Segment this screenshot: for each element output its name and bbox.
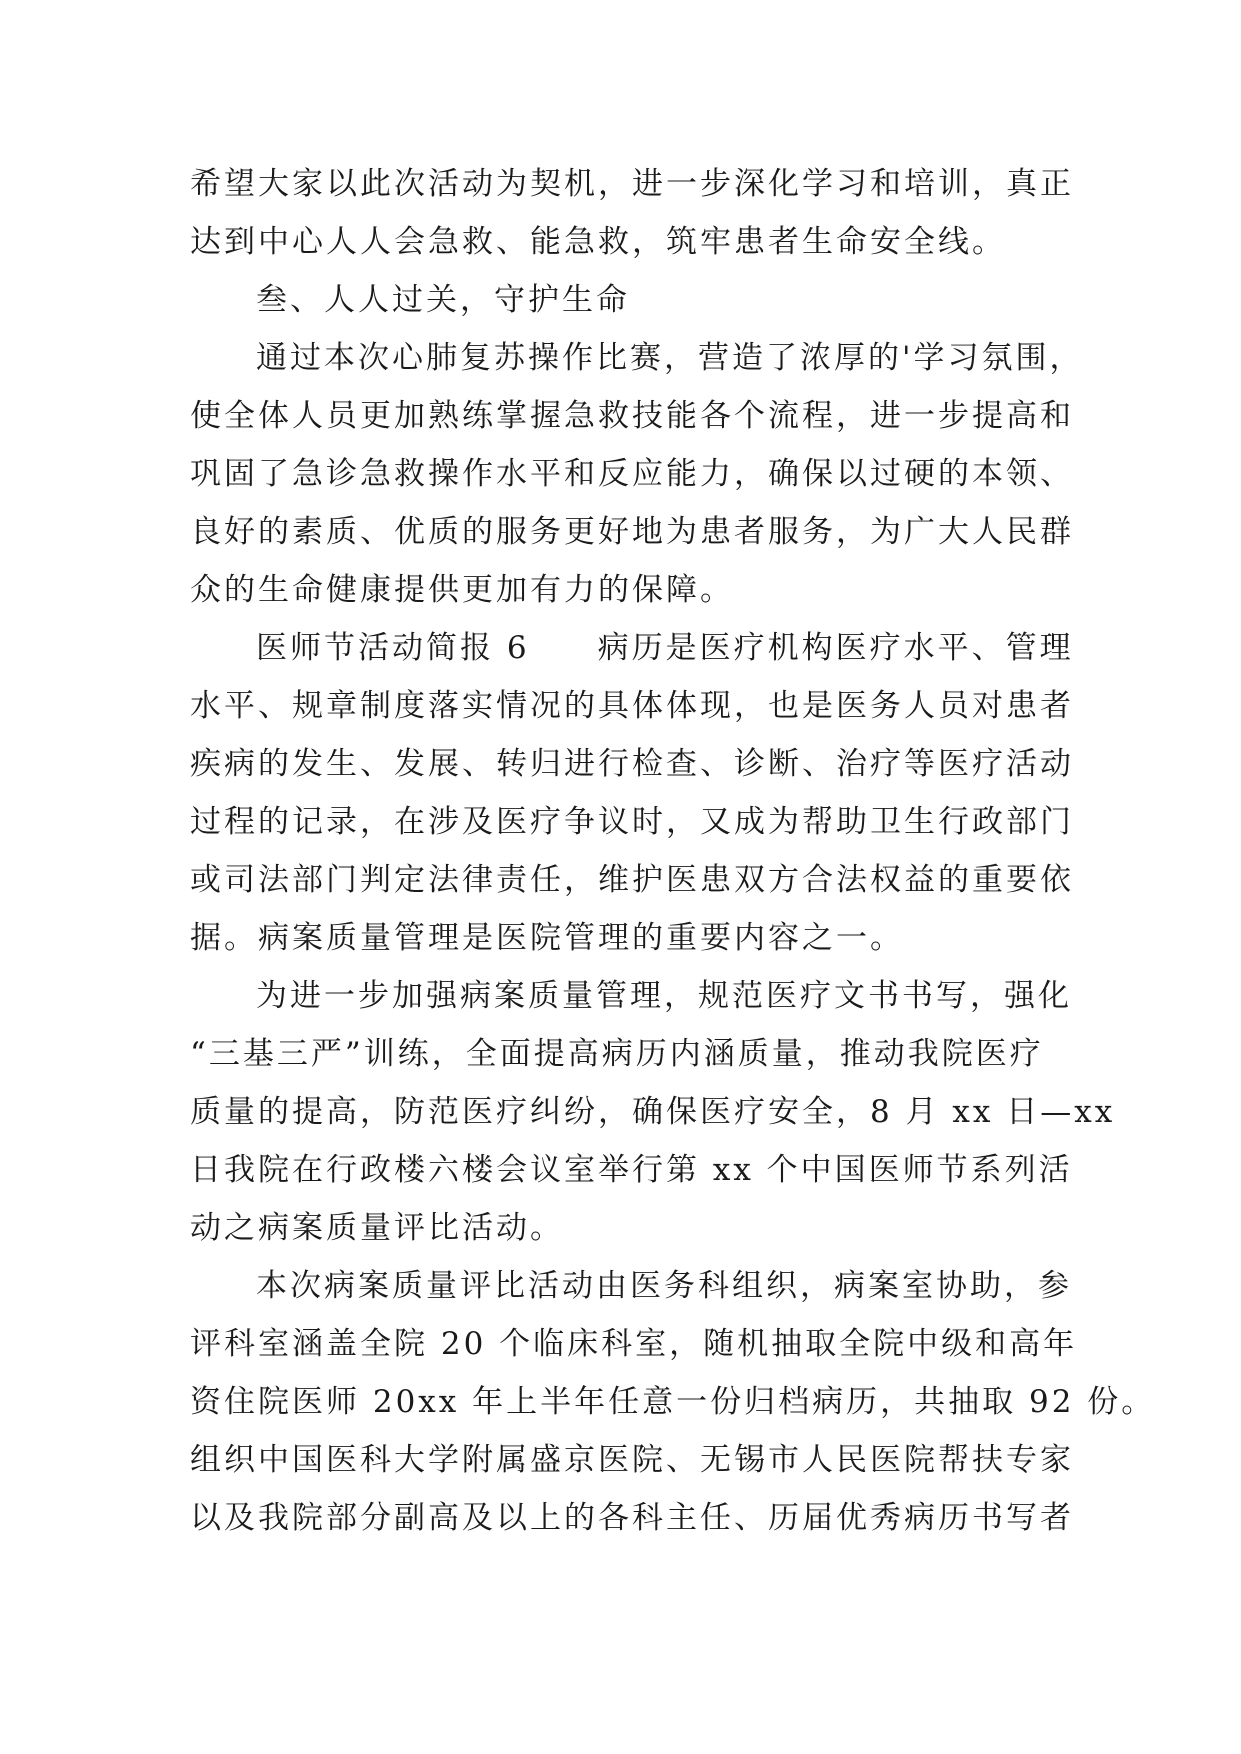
document-body	[190, 155, 1156, 1547]
text-line: 使全体人员更加熟练掌握急救技能各个流程，进一步提高和	[190, 398, 1074, 434]
text-line: 评科室涵盖全院 20 个临床科室，随机抽取全院中级和高年	[190, 1326, 1078, 1362]
text-line: 过程的记录，在涉及医疗争议时，又成为帮助卫生行政部门	[190, 804, 1074, 840]
text-line: 通过本次心肺复苏操作比赛，营造了浓厚的'学习氛围，	[256, 340, 1084, 376]
text-line: “三基三严”训练，全面提高病历内涵质量，推动我院医疗	[190, 1036, 1044, 1072]
text-line: 或司法部门判定法律责任，维护医患双方合法权益的重要依	[190, 862, 1074, 898]
text-line: 疾病的发生、发展、转归进行检查、诊断、治疗等医疗活动	[190, 746, 1074, 782]
text-line: 众的生命健康提供更加有力的保障。	[190, 572, 734, 608]
text-line: 巩固了急诊急救操作水平和反应能力，确保以过硬的本领、	[190, 456, 1074, 492]
text-line: 以及我院部分副高及以上的各科主任、历届优秀病历书写者	[190, 1500, 1074, 1536]
text-line: 日我院在行政楼六楼会议室举行第 xx 个中国医师节系列活	[190, 1152, 1073, 1188]
text-line: 希望大家以此次活动为契机，进一步深化学习和培训，真正	[190, 166, 1074, 202]
text-line: 医师节活动简报 6 病历是医疗机构医疗水平、管理	[256, 630, 1074, 666]
text-line: 质量的提高，防范医疗纠纷，确保医疗安全，8 月 xx 日—xx	[190, 1094, 1116, 1130]
text-line: 组织中国医科大学附属盛京医院、无锡市人民医院帮扶专家	[190, 1442, 1074, 1478]
section-heading: 叁、人人过关，守护生命	[256, 282, 630, 318]
text-line: 本次病案质量评比活动由医务科组织，病案室协助，参	[256, 1268, 1072, 1304]
text-line: 为进一步加强病案质量管理，规范医疗文书书写，强化	[256, 978, 1072, 1014]
text-line: 资住院医师 20xx 年上半年任意一份归档病历，共抽取 92 份。	[190, 1384, 1156, 1420]
text-line: 良好的素质、优质的服务更好地为患者服务，为广大人民群	[190, 514, 1074, 550]
text-line: 水平、规章制度落实情况的具体体现，也是医务人员对患者	[190, 688, 1074, 724]
text-line: 据。病案质量管理是医院管理的重要内容之一。	[190, 920, 904, 956]
text-line: 达到中心人人会急救、能急救，筑牢患者生命安全线。	[190, 224, 1006, 260]
text-line: 动之病案质量评比活动。	[190, 1210, 564, 1246]
